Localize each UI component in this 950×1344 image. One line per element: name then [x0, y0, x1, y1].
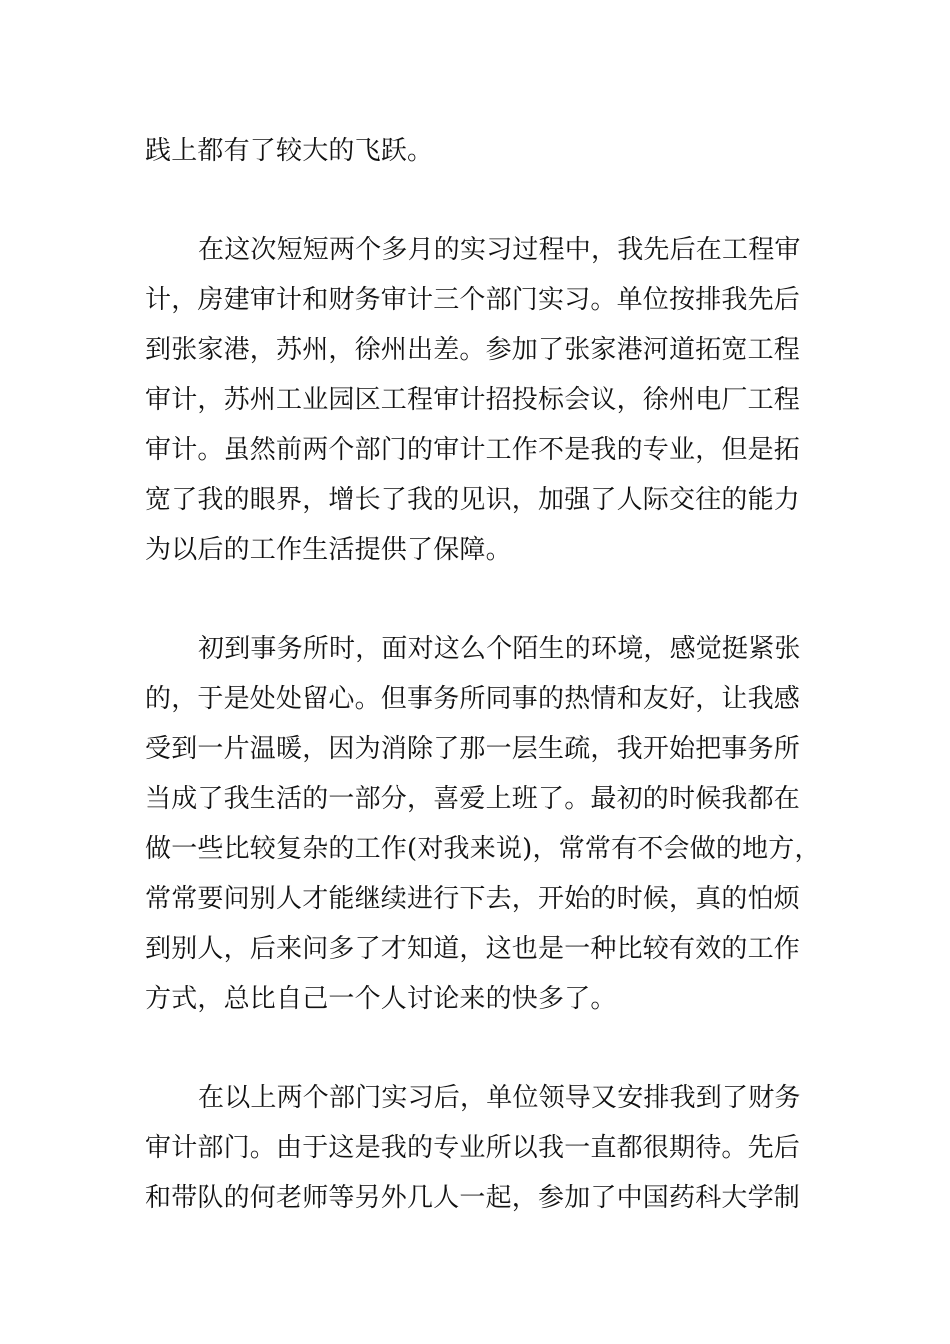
text-line: 在这次短短两个多月的实习过程中，我先后在工程审	[198, 235, 801, 265]
text-line: 和带队的何老师等另外几人一起，参加了中国药科大学制	[145, 1183, 801, 1213]
text-line: 受到一片温暖，因为消除了那一层生疏，我开始把事务所	[145, 734, 801, 764]
text-line: 计，房建审计和财务审计三个部门实习。单位按排我先后	[145, 285, 801, 315]
text-line: 当成了我生活的一部分，喜爱上班了。最初的时候我都在	[145, 784, 801, 814]
text-line: 方式，总比自己一个人讨论来的快多了。	[145, 984, 617, 1014]
text-line: 到张家港，苏州，徐州出差。参加了张家港河道拓宽工程	[145, 335, 801, 365]
text-line: 到别人，后来问多了才知道，这也是一种比较有效的工作	[145, 934, 801, 964]
text-line: 审计部门。由于这是我的专业所以我一直都很期待。先后	[145, 1133, 801, 1163]
text-line: 的，于是处处留心。但事务所同事的热情和友好，让我感	[145, 684, 801, 714]
text-line: 审计。虽然前两个部门的审计工作不是我的专业，但是拓	[145, 435, 801, 465]
text-line: 宽了我的眼界，增长了我的见识，加强了人际交往的能力	[145, 485, 801, 515]
text-line: 初到事务所时，面对这么个陌生的环境，感觉挺紧张	[198, 634, 801, 664]
text-line: 为以后的工作生活提供了保障。	[145, 535, 512, 565]
text-line: 常常要问别人才能继续进行下去，开始的时候，真的怕烦	[145, 884, 801, 914]
text-line: 做一些比较复杂的工作(对我来说)，常常有不会做的地方，	[145, 834, 821, 864]
text-line: 践上都有了较大的飞跃。	[145, 136, 434, 166]
text-line: 审计，苏州工业园区工程审计招投标会议，徐州电厂工程	[145, 385, 801, 415]
text-line: 在以上两个部门实习后，单位领导又安排我到了财务	[198, 1083, 801, 1113]
